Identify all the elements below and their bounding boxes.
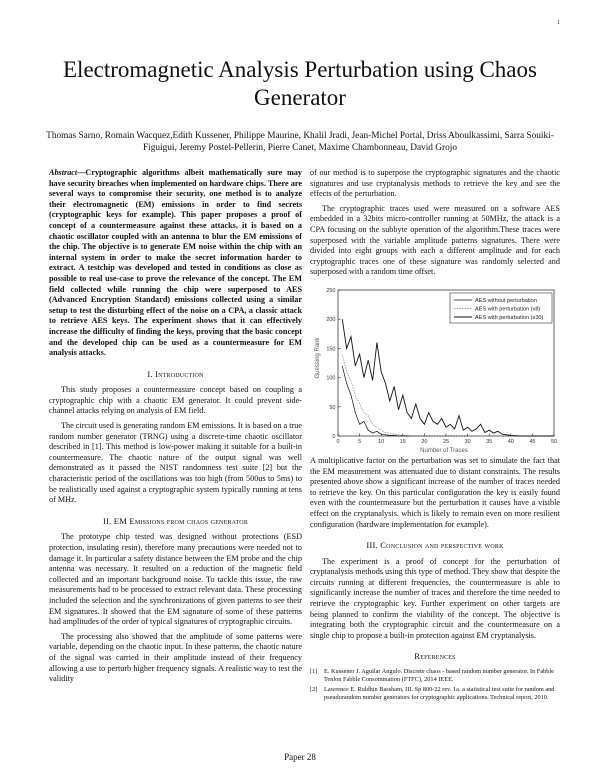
guessing-rank-chart — [310, 282, 560, 454]
author-list: Thomas Sarno, Romain Wacquez,Edith Kussener, Philippe Maurine, Khalil Jradi, Jean-Michel Portal, Driss Aboulkassimi, Sarra Souiki-Figuigui, Jeremy Postel-Pellerin, Pierre Canet, Maxime Chambonneau, David Grojo — [46, 131, 554, 153]
reference-text: E. Kussener J. Aguilar Angulo. Discrete chaos - based random number generator. In Fabble Tenlon Fabble Consommation (FTFC), 2014 IEEE. — [324, 668, 554, 684]
x-tick-label: 5 — [358, 438, 362, 445]
x-tick-label: 35 — [486, 438, 493, 445]
y-tick-label: 100 — [326, 375, 336, 382]
y-tick-label: 50 — [329, 404, 336, 411]
right-paragraph-2: The cryptographic traces used were measured on a software AES embedded in a 32bits micro-controller running at 50MHz, the attack is a CPA focusing on the subbyte operation of the algorithm.These traces were superposed with the variable amplitude patterns signatures. There were divided into eight groups with each a different amplitude and for each cryptographic traces one of these signature was randomly selected and superposed with a random time offset. — [310, 203, 560, 277]
y-tick-label: 0 — [332, 433, 336, 440]
x-tick-label: 45 — [529, 438, 536, 445]
section-heading-introduction: I. Introduction — [147, 368, 204, 379]
left-column — [49, 168, 302, 689]
x-tick-label: 10 — [378, 438, 385, 445]
y-tick-label: 250 — [326, 287, 336, 294]
reference-item — [310, 668, 560, 684]
page-number: 1 — [557, 20, 560, 26]
conclusion-paragraph: The experiment is a proof of concept for the perturbation of cryptanalysis methods using this type of method. They show that despite the circuits running at different frequencies, the countermeasure is able to significantly increase the number of traces and therefore the time needed to retrieve the cryptographic key. Further experiment on other targets are being planned to confirm the viability of the concept. The objective is integrating both the cryptographic circuit and the countermeasure on a single chip to propose a built-in protection against EM cryptanalysis. — [310, 556, 560, 640]
reference-item — [310, 686, 560, 702]
section-heading-em-emissions: II. EM Emissions from chaos generator — [102, 515, 249, 526]
reference-list — [310, 668, 560, 702]
y-tick-label: 200 — [326, 317, 336, 324]
intro-paragraph-2: The circuit used is generating random EM emissions. It is based on a true random number generator (TRNG) using a discrete-time chaotic oscillator described in [1]. This method is low-power making it suitable for a built-in countermeasure. The chaotic nature of the output signal was well demonstrated as it passed the NIST randomness test suite [2] but the characteristic period of the oscillations was too high (from 500us to 5ms) to be realistically used against a cryptographic system typically running at tens of MHz. — [49, 421, 302, 505]
x-tick-label: 50 — [550, 438, 558, 445]
right-column — [310, 168, 560, 704]
x-tick-label: 40 — [507, 438, 514, 445]
reference-text: Lawrence E. Ruldhin Bassham, III. Sp 800-22 rev. 1a. a statistical test suite for random and pseudorandom number generators for cryptographic applications. Technical report, 2010. — [324, 686, 555, 702]
reference-number: [1] — [310, 668, 318, 676]
x-tick-label: 25 — [442, 438, 450, 445]
intro-paragraph-1: This study proposes a countermeasure concept based on coupling a cryptographic chip with a chaotic EM generator. It could prevent side-channel attacks relying on analysis of EM field. — [49, 385, 302, 416]
reference-number: [2] — [310, 686, 318, 694]
abstract-text: —Cryptographic algorithms albeit mathematically sure may have security breaches when implemented on hardware chips. There are several ways to compromise their security, one method is to analyze their electromagnetic (EM) emissions in order to find secrets (cryptographic keys for example). This paper proposes a proof of concept of a countermeasure against these attacks, it is based on a chaotic oscillator coupled with an antenna to blur the EM emissions of the chip. The objective is to generate EM noise within the chip with an internal system in order to make the secret information harder to extract. A testchip was developed and tested in conditions as close as possible to real use-case to prove the relevance of the concept. The EM field collected while running the chip were superposed to AES (Advanced Encryption Standard) emissions collected using a similar setup to test the disturbing effect of the noise on a CPA, a classic attack to retrieve AES keys. The experiment shows that it can effectively increase the difficulty of finding the keys, proving that the basic concept and the developed chip can be used as a countermeasure for EM analysis attacks. — [49, 168, 302, 358]
x-tick-label: 15 — [399, 438, 406, 445]
page-footer: Paper 28 — [284, 752, 316, 762]
legend-label: AES with perturbation (x30) — [475, 314, 544, 321]
abstract — [49, 168, 302, 359]
x-axis-label: Number of Traces — [420, 447, 468, 454]
y-tick-label: 150 — [326, 346, 336, 353]
section-heading-references: References — [414, 651, 456, 662]
abstract-label: Abstract — [49, 168, 78, 177]
y-axis-label: Guessing Rank — [315, 337, 321, 379]
section-heading-conclusion: III. Conclusion and perspective work — [366, 540, 504, 551]
em-paragraph-1: The prototype chip tested was designed without protections (ESD protection, insulating resin), therefore many precautions were needed not to damage it. In particular a safety distance between the EM probe and the chip antenna was necessary. It resulted on a reduction of the magnetic field collected and an important background noise. To tackle this issue, the raw measurements had to be processed to extract relevant data. These processing included the selection and the synchronizations of given patterns to see their EM signatures. It showed that the EM signature of some of these patterns had amplitudes of the order of typical signatures of cryptographic circuits. — [49, 532, 302, 627]
em-paragraph-2: The processing also showed that the amplitude of some patterns were variable, depending on the chaotic input. In these patterns, the chaotic nature of the signal was carried in their amplitude instead of their frequency allowing a use to perturb higher frequency signals. A realistic way to test the validity — [49, 631, 302, 684]
legend-label: AES with perturbation (x8) — [475, 306, 541, 313]
x-tick-label: 0 — [336, 438, 340, 445]
x-tick-label: 30 — [464, 438, 471, 445]
right-paragraph-1: of our method is to superpose the cryptographic signatures and the chaotic signatures and use cryptanalysis methods to retrieve the key and see the effects of the perturbation. — [310, 168, 560, 199]
paper-title: Electromagnetic Analysis Perturbation using Chaos Generator — [63, 57, 537, 110]
right-paragraph-3: A multiplicative factor on the perturbation was set to simulate the fact that the EM measurement was attenuated due to distant constraints. The results presented above show a significant increase of the number of traces needed to retrieve the key. On this particular configuration the key is easily found even with the countermeasure but the perturbation it causes have a visible effect on the cryptanalysis. which is likely to remain even on more resilient configuration (hardware implementation for example). — [310, 455, 560, 529]
chart-svg — [310, 282, 560, 454]
x-tick-label: 20 — [421, 438, 428, 445]
legend-label: AES without perturbation — [475, 297, 537, 304]
